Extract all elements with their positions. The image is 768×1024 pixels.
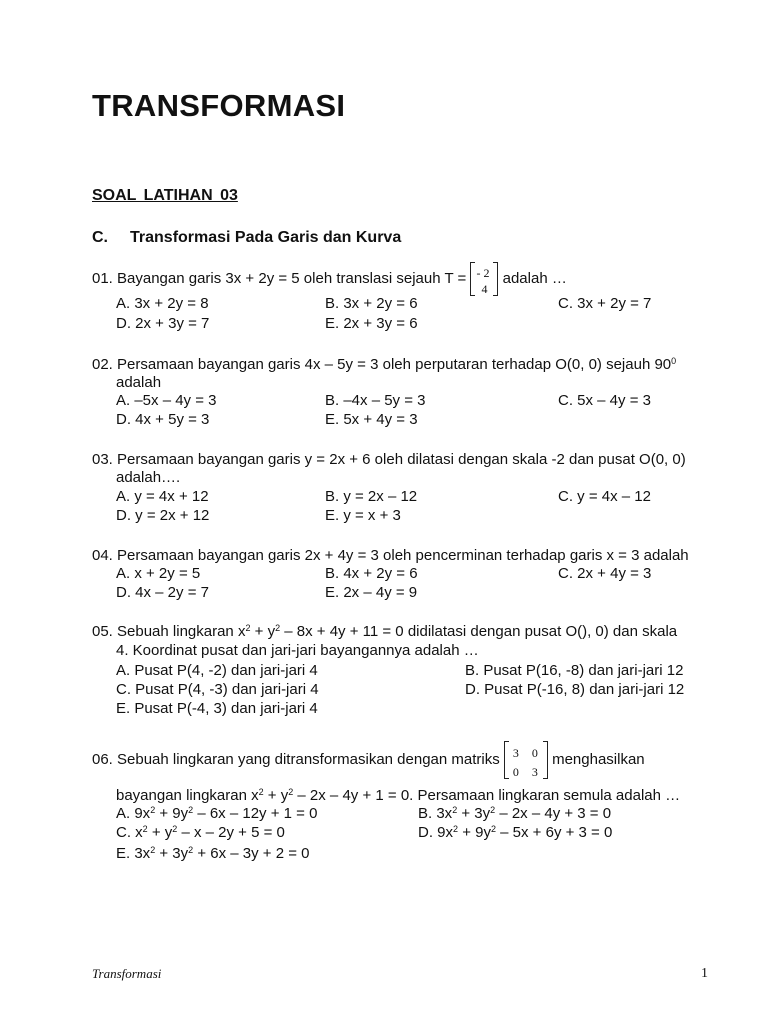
matrix-entry: 0 — [531, 746, 538, 760]
option: C. $x^2 + y^2 - x - 2y + 5 = 0$ — [116, 824, 285, 841]
question-text: + y — [250, 623, 276, 640]
question-text: adalah — [116, 374, 162, 391]
question-text: menghasilkan — [547, 750, 645, 768]
question-5-stem — [92, 622, 677, 642]
option: D. $9x^2 + 9y^2 - 5x + 6y + 3 = 0$ — [418, 824, 613, 841]
option: C. 5x – 4y = 3 — [558, 392, 651, 409]
option: D. y = 2x + 12 — [116, 507, 210, 524]
question-text: 05. Sebuah lingkaran x — [92, 623, 246, 640]
question-4-stem: 04. Persamaan bayangan garis 2x + 4y = 3 oleh pencerminan terhadap garis x = 3 adalah — [92, 547, 689, 564]
question-1-stem — [92, 262, 567, 296]
question-text: bayangan lingkaran x — [116, 787, 259, 804]
superscript: 2 — [258, 787, 264, 797]
question-3-stem: 03. Persamaan bayangan garis y = 2x + 6 oleh dilatasi dengan skala -2 dan pusat O(0, 0) — [92, 451, 686, 468]
option: A. x + 2y = 5 — [116, 565, 201, 582]
option: E. y = x + 3 — [325, 507, 401, 524]
question-text: adalah … — [498, 269, 567, 287]
section-letter: C. — [92, 229, 108, 246]
matrix-entry: 0 — [512, 765, 519, 779]
option: D. Pusat P(-16, 8) dan jari-jari 12 — [465, 681, 685, 698]
option: A. Pusat P(4, -2) dan jari-jari 4 — [116, 662, 318, 679]
option: D. 2x + 3y = 7 — [116, 315, 210, 332]
option: B. 3x + 2y = 6 — [325, 295, 418, 312]
question-text: 4. Koordinat pusat dan jari-jari bayangannya adalah … — [116, 642, 479, 659]
option: A. –5x – 4y = 3 — [116, 392, 217, 409]
matrix-entry: 3 — [512, 746, 519, 760]
question-text: + y — [263, 787, 289, 804]
option: B. Pusat P(16, -8) dan jari-jari 12 — [465, 662, 684, 679]
question-text: – 2x – 4y + 1 = 0. Persamaan lingkaran semula adalah … — [293, 787, 681, 804]
matrix-entry: 4 — [481, 282, 488, 296]
option: C. y = 4x – 12 — [558, 488, 651, 505]
option: D. 4x + 5y = 3 — [116, 411, 210, 428]
translation-matrix — [470, 262, 498, 296]
footer-title: Transformasi — [92, 966, 162, 981]
option: E. 5x + 4y = 3 — [325, 411, 418, 428]
superscript: 2 — [288, 787, 294, 797]
question-text: – 8x + 4y + 11 = 0 didilatasi dengan pusat O(), 0) dan skala — [280, 623, 678, 640]
option: B. y = 2x – 12 — [325, 488, 418, 505]
option: B. –4x – 5y = 3 — [325, 392, 426, 409]
page-title: TRANSFORMASI — [92, 88, 346, 123]
superscript: 0 — [671, 356, 677, 366]
transformation-matrix — [504, 741, 548, 779]
option: A. $9x^2 + 9y^2 - 6x - 12y + 1 = 0$ — [116, 805, 318, 822]
question-text — [116, 786, 680, 806]
question-2-stem — [92, 355, 676, 375]
section-title: Transformasi Pada Garis dan Kurva — [130, 229, 402, 246]
option: E. Pusat P(-4, 3) dan jari-jari 4 — [116, 700, 318, 717]
page-number: 1 — [701, 966, 708, 981]
question-text: adalah…. — [116, 469, 181, 486]
option: E. 2x + 3y = 6 — [325, 315, 418, 332]
option: E. 2x – 4y = 9 — [325, 584, 418, 601]
option: C. Pusat P(4, -3) dan jari-jari 4 — [116, 681, 319, 698]
option: E. $3x^2 + 3y^2 + 6x - 3y + 2 = 0$ — [116, 845, 310, 862]
question-text: 06. Sebuah lingkaran yang ditransformasikan dengan matriks — [92, 750, 504, 768]
option: C. 3x + 2y = 7 — [558, 295, 652, 312]
superscript: 2 — [275, 623, 281, 633]
matrix-entry: 3 — [531, 765, 538, 779]
question-text: 01. Bayangan garis 3x + 2y = 5 oleh translasi sejauh T = — [92, 269, 471, 287]
exercise-subtitle: SOAL LATIHAN 03 — [92, 187, 238, 204]
option: D. 4x – 2y = 7 — [116, 584, 209, 601]
option: C. 2x + 4y = 3 — [558, 565, 652, 582]
option: B. $3x^2 + 3y^2 - 2x - 4y + 3 = 0$ — [418, 805, 612, 822]
option: A. y = 4x + 12 — [116, 488, 209, 505]
superscript: 2 — [245, 623, 251, 633]
option: A. 3x + 2y = 8 — [116, 295, 209, 312]
section-heading — [92, 229, 401, 247]
question-6-stem — [92, 741, 645, 779]
matrix-entry: - 2 — [476, 266, 490, 280]
question-text: 02. Persamaan bayangan garis 4x – 5y = 3 oleh perputaran terhadap O(0, 0) sejauh 90 — [92, 356, 672, 373]
option: B. 4x + 2y = 6 — [325, 565, 418, 582]
